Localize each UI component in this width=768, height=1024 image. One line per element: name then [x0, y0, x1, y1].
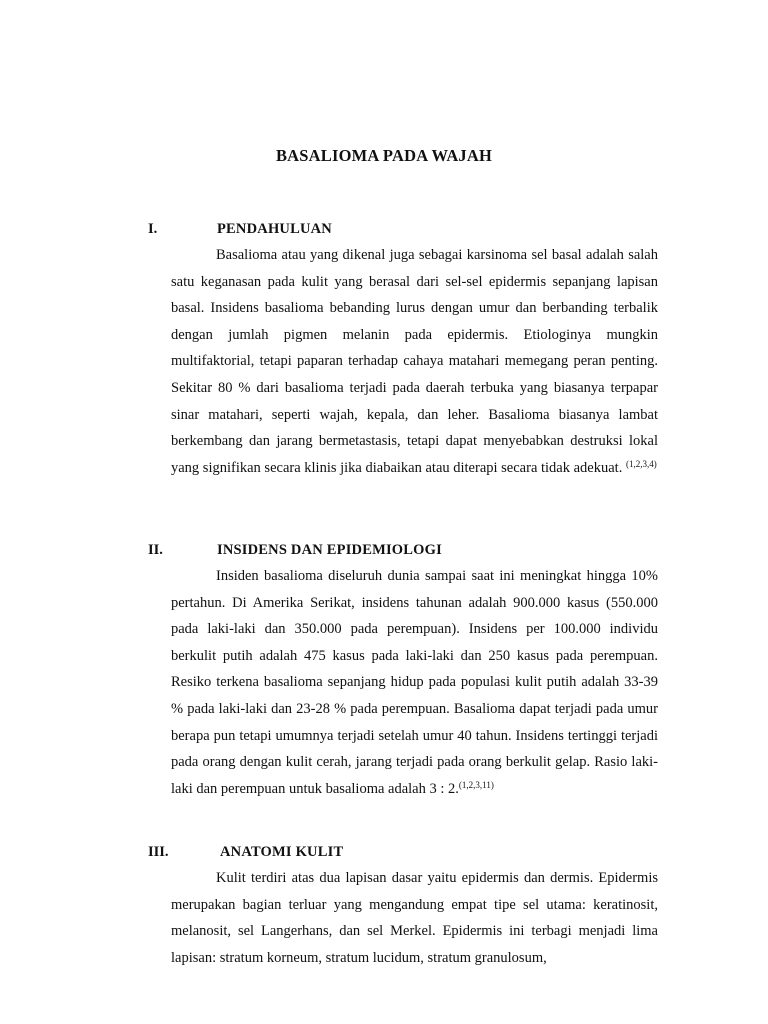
section-number: II. [148, 542, 163, 558]
paragraph-text: Basalioma atau yang dikenal juga sebagai karsinoma sel basal adalah salah satu keganasan pada kulit yang berasal dari sel-sel epidermis sepanjang lapisan basal. Insidens basalioma bebanding lurus dengan umur dan berbanding terbalik dengan jumlah pigmen melanin pada epidermis. Etiologinya mungkin multifaktorial, tetapi paparan terhadap cahaya matahari memegang peran penting. Sekitar 80 % dari basalioma terjadi pada daerah terbuka yang biasanya terpapar sinar matahari, seperti wajah, kepala, dan leher. Basalioma biasanya lambat berkembang dan jarang bermetastasis, tetapi dapat menyebabkan destruksi lokal yang signifikan secara klinis jika diabaikan atau diterapi secara tidak adekuat. [171, 247, 658, 476]
section-heading: INSIDENS DAN EPIDEMIOLOGI [217, 542, 442, 558]
section-heading: ANATOMI KULIT [220, 844, 344, 860]
section-paragraph-anatomi [171, 865, 658, 971]
citation-reference: (1,2,3,11) [458, 779, 494, 790]
section-paragraph-insidens [171, 563, 658, 802]
section-number: I. [148, 221, 158, 237]
section-number: III. [148, 844, 169, 860]
paragraph-text: Kulit terdiri atas dua lapisan dasar yaitu epidermis dan dermis. Epidermis merupakan bagian terluar yang mengandung empat tipe sel utama: keratinosit, melanosit, sel Langerhans, dan sel Merkel. Epidermis ini terbagi menjadi lima lapisan: stratum korneum, stratum lucidum, stratum granulosum, [171, 870, 658, 966]
citation-reference: (1,2,3,4) [625, 458, 657, 469]
section-paragraph-pendahuluan [171, 242, 658, 481]
document-title: BASALIOMA PADA WAJAH [275, 146, 493, 165]
section-heading: PENDAHULUAN [217, 221, 332, 237]
paragraph-text: Insiden basalioma diseluruh dunia sampai saat ini meningkat hingga 10% pertahun. Di Amerika Serikat, insidens tahunan adalah 900.000 kasus (550.000 pada laki-laki dan 350.000 pada perempuan). Insidens per 100.000 individu berkulit putih adalah 475 kasus pada laki-laki dan 250 kasus pada perempuan. Resiko terkena basalioma sepanjang hidup pada populasi kulit putih adalah 33-39 % pada laki-laki dan 23-28 % pada perempuan. Basalioma dapat terjadi pada umur berapa pun tetapi umumnya terjadi setelah umur 40 tahun. Insidens tertinggi terjadi pada orang dengan kulit cerah, jarang terjadi pada orang berkulit gelap. Rasio laki-laki dan perempuan untuk basalioma adalah 3 : 2. [171, 568, 658, 797]
